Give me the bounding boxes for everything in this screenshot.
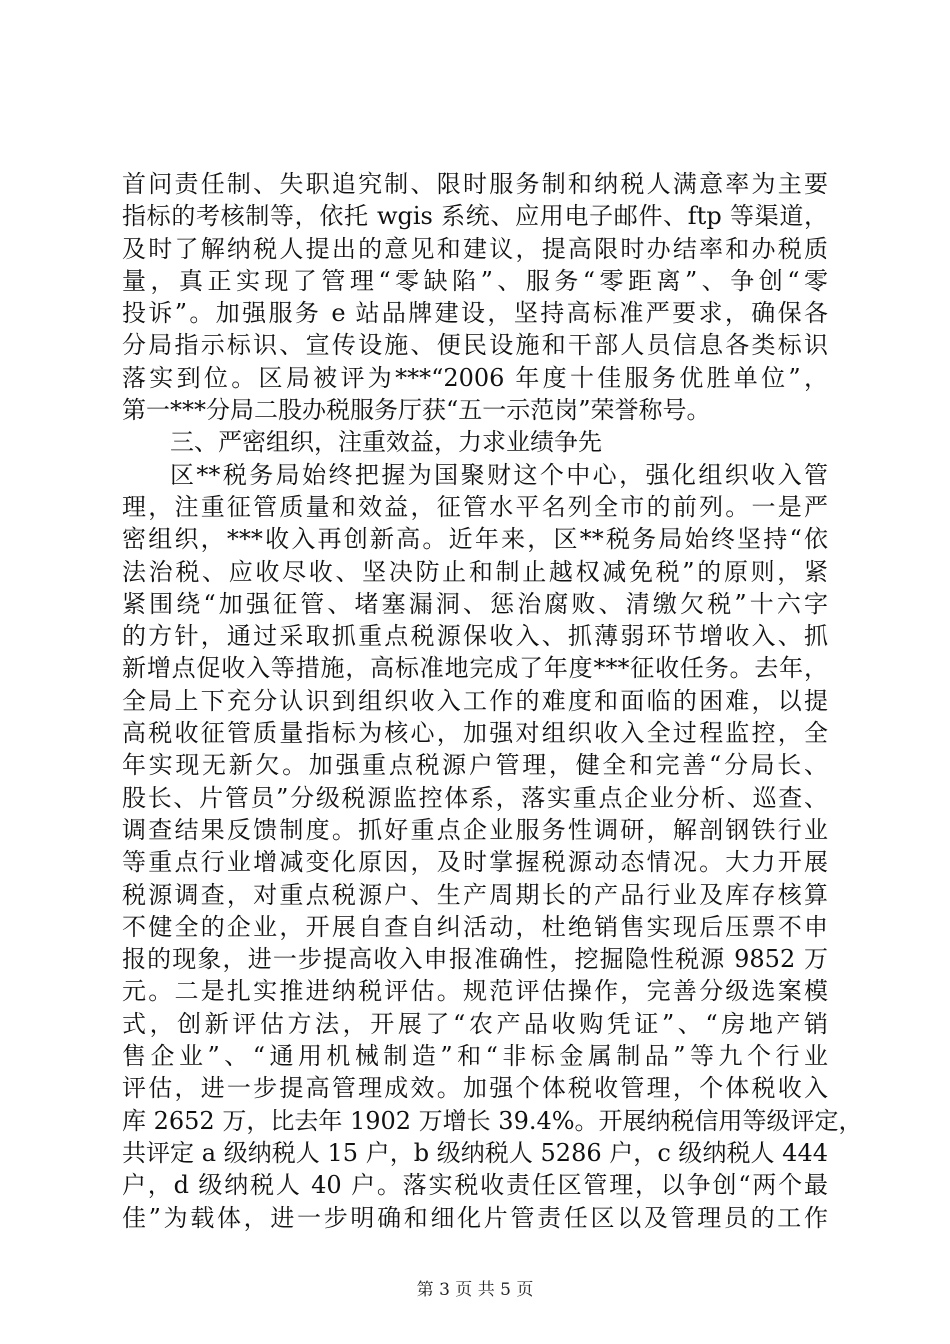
section-heading: 三、严密组织，注重效益，力求业绩争先 — [170, 428, 602, 457]
text-line: 及时了解纳税人提出的意见和建议，提高限时办结率和办税质 — [122, 234, 828, 263]
text-line: 佳”为载体，进一步明确和细化片管责任区以及管理员的工作 — [122, 1203, 828, 1232]
text-line: 式，创新评估方法，开展了“农产品收购凭证”、“房地产销 — [122, 1009, 828, 1038]
text-line: 落实到位。区局被评为***“2006 年度十佳服务优胜单位”， — [122, 363, 828, 392]
text-line: 量，真正实现了管理“零缺陷”、服务“零距离”、争创“零 — [122, 266, 828, 295]
text-line: 报的现象，进一步提高收入申报准确性，挖掘隐性税源 9852 万 — [122, 945, 828, 974]
document-body — [122, 168, 863, 1234]
text-line: 高税收征管质量指标为核心，加强对组织收入全过程监控，全 — [122, 719, 828, 748]
text-line: 紧围绕“加强征管、堵塞漏洞、惩治腐败、清缴欠税”十六字 — [122, 589, 828, 618]
text-line: 库 2652 万，比去年 1902 万增长 39.4%。开展纳税信用等级评定， — [122, 1106, 863, 1135]
text-line: 密组织，***收入再创新高。近年来，区**税务局始终坚持“依 — [122, 525, 828, 554]
text-line: 共评定 a 级纳税人 15 户，b 级纳税人 5286 户，c 级纳税人 444 — [122, 1138, 828, 1167]
text-line: 税源调查，对重点税源户、生产周期长的产品行业及库存核算 — [122, 880, 828, 909]
text-line: 全局上下充分认识到组织收入工作的难度和面临的困难，以提 — [122, 686, 828, 715]
text-line: 等重点行业增减变化原因，及时掌握税源动态情况。大力开展 — [122, 848, 828, 877]
text-line: 元。二是扎实推进纳税评估。规范评估操作，完善分级选案模 — [122, 977, 828, 1006]
text-line: 新增点促收入等措施，高标准地完成了年度***征收任务。去年， — [122, 654, 828, 683]
text-line: 分局指示标识、宣传设施、便民设施和干部人员信息各类标识 — [122, 331, 828, 360]
text-line: 不健全的企业，开展自查自纠活动，杜绝销售实现后压票不申 — [122, 912, 828, 941]
text-line: 年实现无新欠。加强重点税源户管理，健全和完善“分局长、 — [122, 751, 828, 780]
text-line: 评估，进一步提高管理成效。加强个体税收管理，个体税收入 — [122, 1074, 828, 1103]
text-line: 的方针，通过采取抓重点税源保收入、抓薄弱环节增收入、抓 — [122, 622, 828, 651]
text-line: 指标的考核制等，依托 wgis 系统、应用电子邮件、ftp 等渠道， — [122, 202, 828, 231]
text-line: 户，d 级纳税人 40 户。落实税收责任区管理，以争创“两个最 — [122, 1171, 828, 1200]
text-line: 法治税、应收尽收、坚决防止和制止越权减免税”的原则，紧 — [122, 557, 828, 586]
paragraph-first-line: 区**税务局始终把握为国聚财这个中心，强化组织收入管 — [170, 460, 828, 489]
text-line: 股长、片管员”分级税源监控体系，落实重点企业分析、巡查、 — [122, 783, 828, 812]
text-line: 第一***分局二股办税服务厅获“五一示范岗”荣誉称号。 — [122, 396, 711, 425]
text-line: 理，注重征管质量和效益，征管水平名列全市的前列。一是严 — [122, 492, 828, 521]
text-line: 调查结果反馈制度。抓好重点企业服务性调研，解剖钢铁行业 — [122, 815, 828, 844]
text-line: 首问责任制、失职追究制、限时服务制和纳税人满意率为主要 — [122, 170, 828, 198]
text-line: 投诉”。加强服务 e 站品牌建设，坚持高标准严要求，确保各 — [122, 299, 828, 328]
page-number: 第 3 页 共 5 页 — [416, 1280, 534, 1300]
text-line: 售企业”、“通用机械制造”和“非标金属制品”等九个行业 — [122, 1042, 828, 1071]
